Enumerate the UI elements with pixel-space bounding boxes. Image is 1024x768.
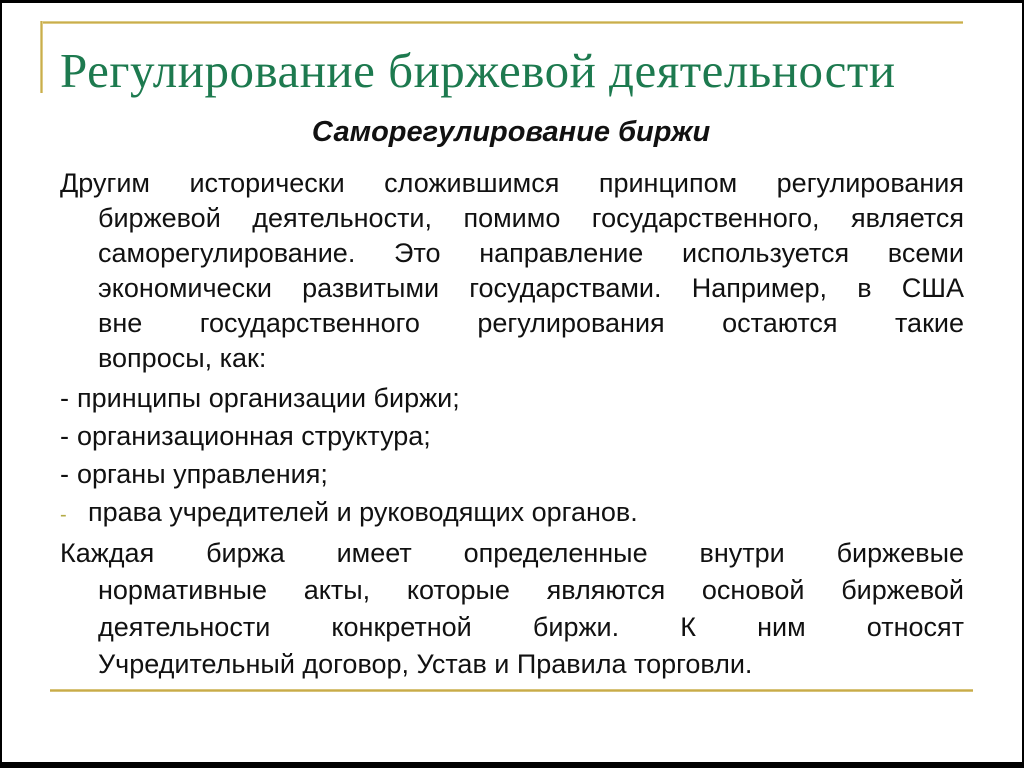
paragraph-2-line: Учредительный договор, Устав и Правила торговли. [98,649,753,679]
paragraph-2 [60,535,964,683]
list-item [60,417,964,455]
paragraph-1-line: экономически развитыми государствами. Например, в США [98,273,964,303]
list-item [60,493,964,534]
dash-bullet: - [60,459,69,489]
list-item-text: организационная структура; [77,421,431,451]
slide-title: Регулирование биржевой деятельности [60,43,896,98]
paragraph-1 [60,166,964,376]
paragraph-1-line: биржевой деятельности, помимо государственного, является [98,203,964,233]
bullet-list [60,379,964,534]
gold-dash-bullet: - [60,504,67,526]
list-item [60,379,964,417]
list-item-text: права учредителей и руководящих органов. [88,497,638,527]
left-gold-rule [40,21,43,93]
dash-bullet: - [60,383,69,413]
paragraph-1-line: вне государственного регулирования остаются такие [98,308,964,338]
paragraph-2-line: Каждая биржа имеет определенные внутри биржевые [60,538,964,568]
dash-bullet: - [60,421,69,451]
slide-subtitle: Саморегулирование биржи [311,116,711,148]
paragraph-2-line: деятельности конкретной биржи. К ним относят [98,612,964,642]
paragraph-1-line: саморегулирование. Это направление используется всеми [98,238,964,268]
slide-canvas [2,3,1022,762]
paragraph-1-line: Другим исторически сложившимся принципом регулирования [60,168,964,198]
list-item [60,455,964,493]
list-item-text: принципы организации биржи; [77,383,460,413]
paragraph-1-line: вопросы, как: [98,343,267,373]
paragraph-2-line: нормативные акты, которые являются основой биржевой [98,575,964,605]
top-gold-rule [40,21,963,24]
slide-body [60,166,964,683]
bottom-gold-rule [50,689,973,692]
list-item-text: органы управления; [77,459,328,489]
